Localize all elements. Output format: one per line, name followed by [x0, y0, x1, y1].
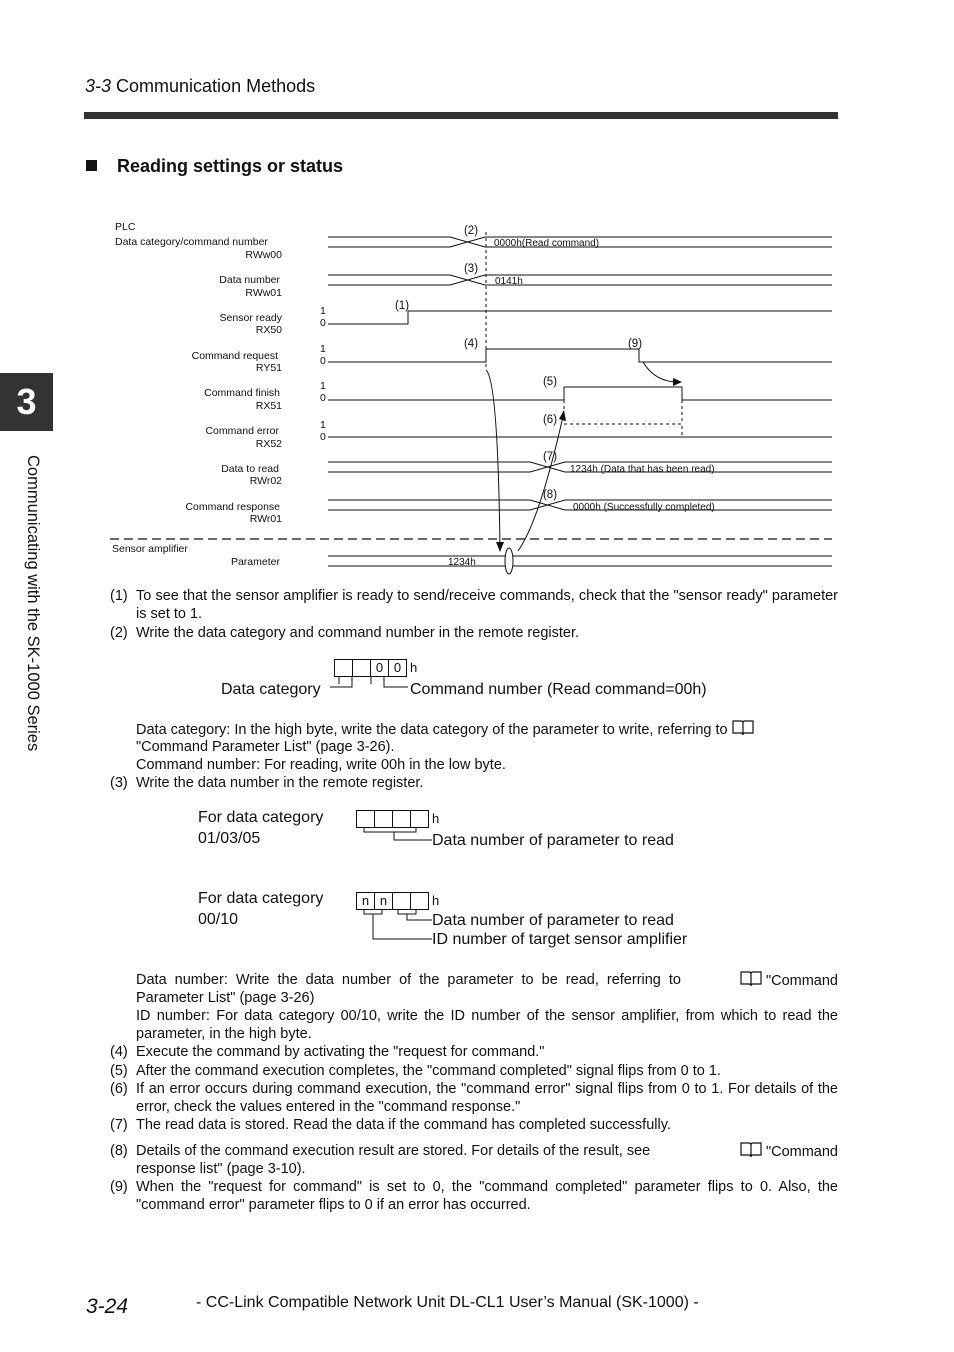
step-3-note-1a: Data number: Write the data number of the parameter to be read, referring to [136, 972, 681, 988]
signal-reg-6: RX52 [255, 438, 282, 450]
step-4-num: (4) [110, 1044, 128, 1060]
signal-name-7: Data to read [221, 463, 279, 475]
chapter-tab: 3 [0, 373, 53, 431]
step-7-num: (7) [110, 1117, 128, 1133]
value-rww00: 0000h(Read command) [494, 238, 600, 249]
marker-1: (1) [394, 300, 410, 312]
fig3-desc-2: ID number of target sensor amplifier [432, 931, 688, 948]
plc-label: PLC [115, 221, 136, 233]
level-hi: 1 [320, 343, 326, 355]
marker-3: (3) [463, 263, 479, 275]
signal-name-8: Command response [185, 501, 280, 513]
step-6-text: If an error occurs during command execution, the "command error" signal flips from 0 to 1. For details of the error, check the values entered in the "command response." [136, 1081, 838, 1115]
step-2-note-1b: "Command Parameter List" (page 3-26). [136, 739, 395, 755]
marker-2: (2) [463, 225, 479, 237]
marker-6: (6) [542, 414, 558, 426]
level-lo: 0 [320, 431, 326, 443]
signal-reg-1: RWw00 [245, 249, 282, 261]
box-cell: 0 [370, 659, 389, 677]
signal-reg-8: RWr01 [249, 513, 282, 525]
signal-name-3: Sensor ready [219, 312, 282, 324]
step-2-note-1 [136, 720, 838, 739]
header-text: Communication Methods [116, 76, 316, 96]
sensor-amp-label: Sensor amplifier [112, 543, 188, 555]
step-2-num: (2) [110, 625, 128, 641]
step-3-note-1-end [740, 971, 838, 990]
box-cell: n [356, 892, 375, 910]
step-3-note-1b: "Command [765, 973, 838, 989]
hex-suffix: h [432, 893, 440, 908]
fig2-leader-lines [350, 826, 440, 846]
level-lo: 0 [320, 317, 326, 329]
value-rwr01: 0000h (Successfully completed) [573, 502, 715, 513]
book-icon [740, 1142, 762, 1158]
step-3-text: Write the data number in the remote register. [136, 775, 424, 791]
signal-reg-7: RWr02 [249, 475, 282, 487]
fig2-label-1: For data category [198, 809, 324, 826]
fig3-leader-lines [350, 908, 440, 942]
level-hi: 1 [320, 380, 326, 392]
command-number-label: Command number (Read command=00h) [410, 681, 707, 698]
step-8-num: (8) [110, 1143, 128, 1159]
step-2-note-2: Command number: For reading, write 00h in the low byte. [136, 757, 506, 773]
step-4-text: Execute the command by activating the "request for command." [136, 1044, 545, 1060]
book-icon [732, 720, 754, 736]
timing-chart [0, 0, 954, 590]
step-9-num: (9) [110, 1179, 128, 1195]
book-icon [740, 971, 762, 987]
fig2-desc: Data number of parameter to read [432, 832, 674, 849]
signal-reg-4: RY51 [255, 362, 282, 374]
signal-reg-3: RX50 [255, 324, 282, 336]
signal-reg-2: RWw01 [245, 287, 282, 299]
step-6-num: (6) [110, 1081, 128, 1097]
side-chapter-title: Communicating with the SK-1000 Series [24, 455, 42, 752]
hex-suffix: h [410, 660, 418, 675]
step-8-text-a: Details of the command execution result are stored. For details of the result, see [136, 1143, 651, 1159]
step-8-text [136, 1142, 838, 1161]
fig2-label-2: 01/03/05 [198, 830, 261, 847]
hex-suffix: h [432, 811, 440, 826]
step-9-text: When the "request for command" is set to 0, the "command completed" parameter flips to 0. Also, the "command error" parameter flips to 0 if an error has occurred. [136, 1179, 838, 1213]
marker-7: (7) [542, 451, 558, 463]
fig3-label-1: For data category [198, 890, 324, 907]
step-8-text-end [740, 1142, 838, 1161]
level-hi: 1 [320, 305, 326, 317]
step-1-num: (1) [110, 588, 128, 604]
value-rww01: 0141h [495, 276, 523, 287]
parameter-label: Parameter [230, 556, 280, 568]
section-title-text: Reading settings or status [117, 156, 344, 176]
step-2-text: Write the data category and command number in the remote register. [136, 625, 580, 641]
chapter-ref: 3-3 [85, 76, 112, 96]
fig3-desc-1: Data number of parameter to read [432, 912, 674, 929]
step-8-text-b: "Command [765, 1144, 838, 1160]
signal-name-2: Data number [219, 274, 280, 286]
level-hi: 1 [320, 419, 326, 431]
marker-4: (4) [463, 338, 479, 350]
step-3-note-1c: Parameter List" (page 3-26) [136, 990, 315, 1006]
signal-reg-5: RX51 [255, 400, 282, 412]
signal-name-4: Command request [191, 350, 278, 362]
value-rwr02: 1234h (Data that has been read) [570, 464, 715, 475]
step-3-note-2: ID number: For data category 00/10, write the ID number of the sensor amplifier, from which to read the parameter, in the high byte. [136, 1008, 838, 1042]
page-number: 3-24 [86, 1295, 129, 1318]
step-7-text: The read data is stored. Read the data if the command has completed successfully. [136, 1117, 671, 1133]
step-5-num: (5) [110, 1063, 128, 1079]
level-lo: 0 [320, 392, 326, 404]
step-2-note-1a: Data category: In the high byte, write the data category of the parameter to write, referring to [136, 722, 728, 738]
fig3-label-2: 00/10 [198, 911, 239, 928]
fig1-leader-lines [326, 675, 416, 695]
footer-title: - CC-Link Compatible Network Unit DL-CL1 User’s Manual (SK-1000) - [196, 1294, 699, 1311]
signal-name-6: Command error [205, 425, 279, 437]
value-parameter: 1234h [448, 557, 476, 568]
box-cell: 0 [388, 659, 407, 677]
data-category-label: Data category [221, 681, 321, 698]
level-lo: 0 [320, 355, 326, 367]
step-3-num: (3) [110, 775, 128, 791]
marker-8: (8) [542, 489, 558, 501]
step-3-note-1 [136, 971, 838, 990]
marker-9: (9) [627, 338, 643, 350]
step-1-text: To see that the sensor amplifier is ready to send/receive commands, check that the "sensor ready" parameter is set to 1. [136, 588, 838, 622]
marker-5: (5) [542, 376, 558, 388]
step-8-text-c: response list" (page 3-10). [136, 1161, 306, 1177]
step-5-text: After the command execution completes, the "command completed" signal flips from 0 to 1. [136, 1063, 721, 1079]
signal-name-5: Command finish [204, 387, 280, 399]
box-cell: n [374, 892, 393, 910]
signal-name-1: Data category/command number [115, 236, 268, 248]
